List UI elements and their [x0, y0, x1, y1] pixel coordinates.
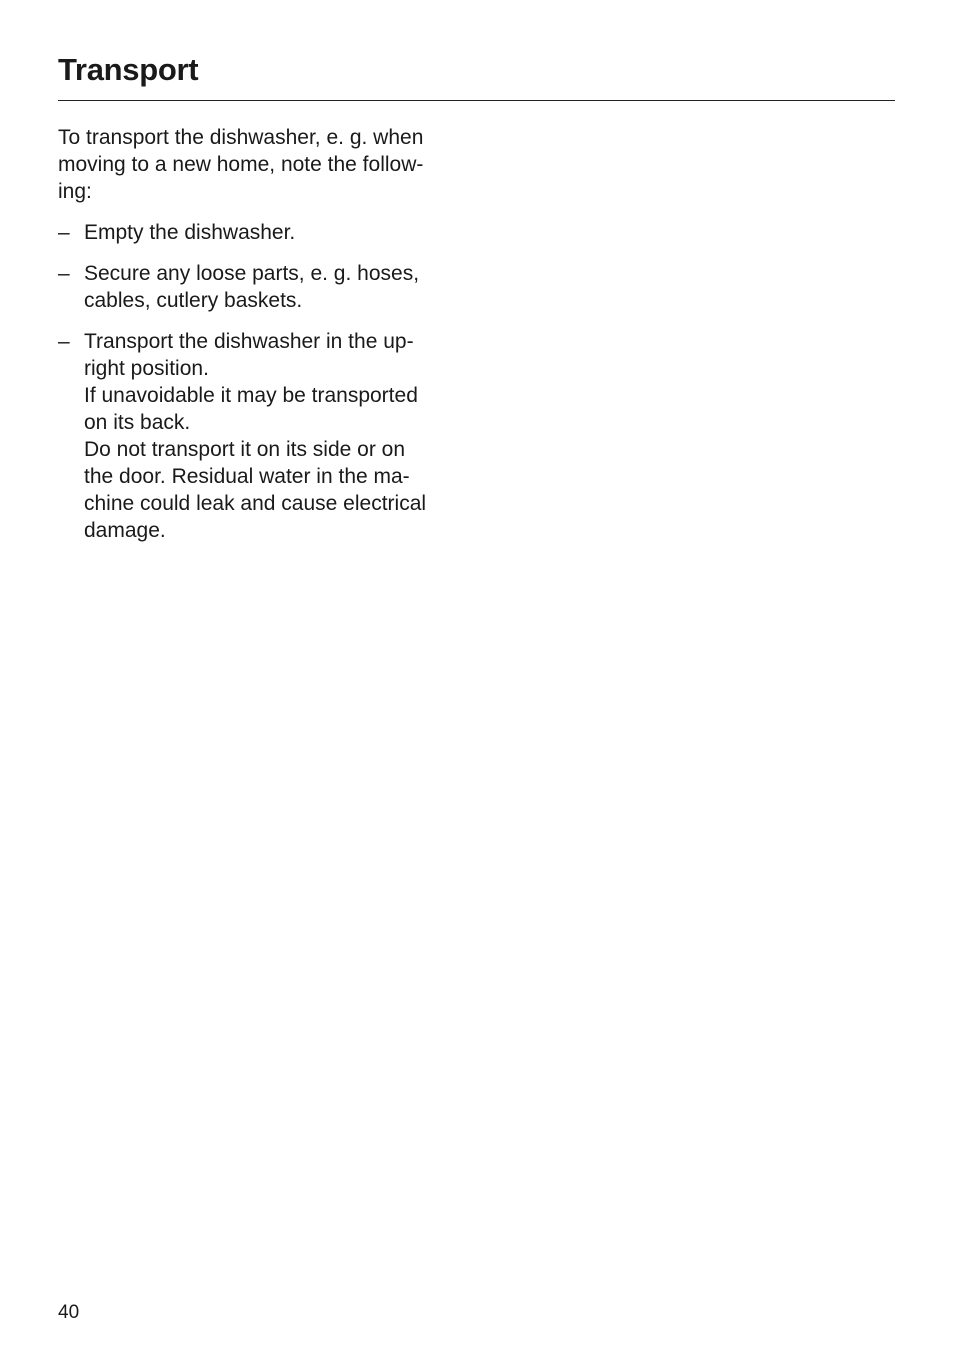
instruction-line: Transport the dishwasher in the up- — [84, 330, 414, 353]
instruction-line: If unavoidable it may be transported — [84, 384, 418, 407]
intro-paragraph — [58, 124, 470, 205]
instruction-line: right position. — [84, 357, 209, 380]
intro-line: moving to a new home, note the follow- — [58, 153, 424, 176]
page-number: 40 — [58, 1302, 80, 1323]
instruction-line: chine could leak and cause electrical — [84, 492, 427, 515]
instruction-secure-parts — [58, 260, 470, 314]
page-title: Transport — [58, 52, 199, 87]
transport-section — [58, 124, 470, 558]
dash-marker: – — [58, 262, 70, 285]
title-divider — [58, 100, 895, 101]
instruction-line: damage. — [84, 519, 166, 542]
instruction-line: on its back. — [84, 411, 191, 434]
instruction-line: Empty the dishwasher. — [84, 221, 296, 244]
instruction-list — [58, 219, 470, 544]
instruction-empty — [58, 219, 470, 246]
intro-line: ing: — [58, 180, 92, 203]
dash-marker: – — [58, 221, 70, 244]
instruction-line: cables, cutlery baskets. — [84, 289, 303, 312]
instruction-line: Do not transport it on its side or on — [84, 438, 405, 461]
intro-line: To transport the dishwasher, e. g. when — [58, 126, 424, 149]
dash-marker: – — [58, 330, 70, 353]
instruction-upright — [58, 328, 470, 544]
instruction-line: Secure any loose parts, e. g. hoses, — [84, 262, 420, 285]
instruction-line: the door. Residual water in the ma- — [84, 465, 410, 488]
